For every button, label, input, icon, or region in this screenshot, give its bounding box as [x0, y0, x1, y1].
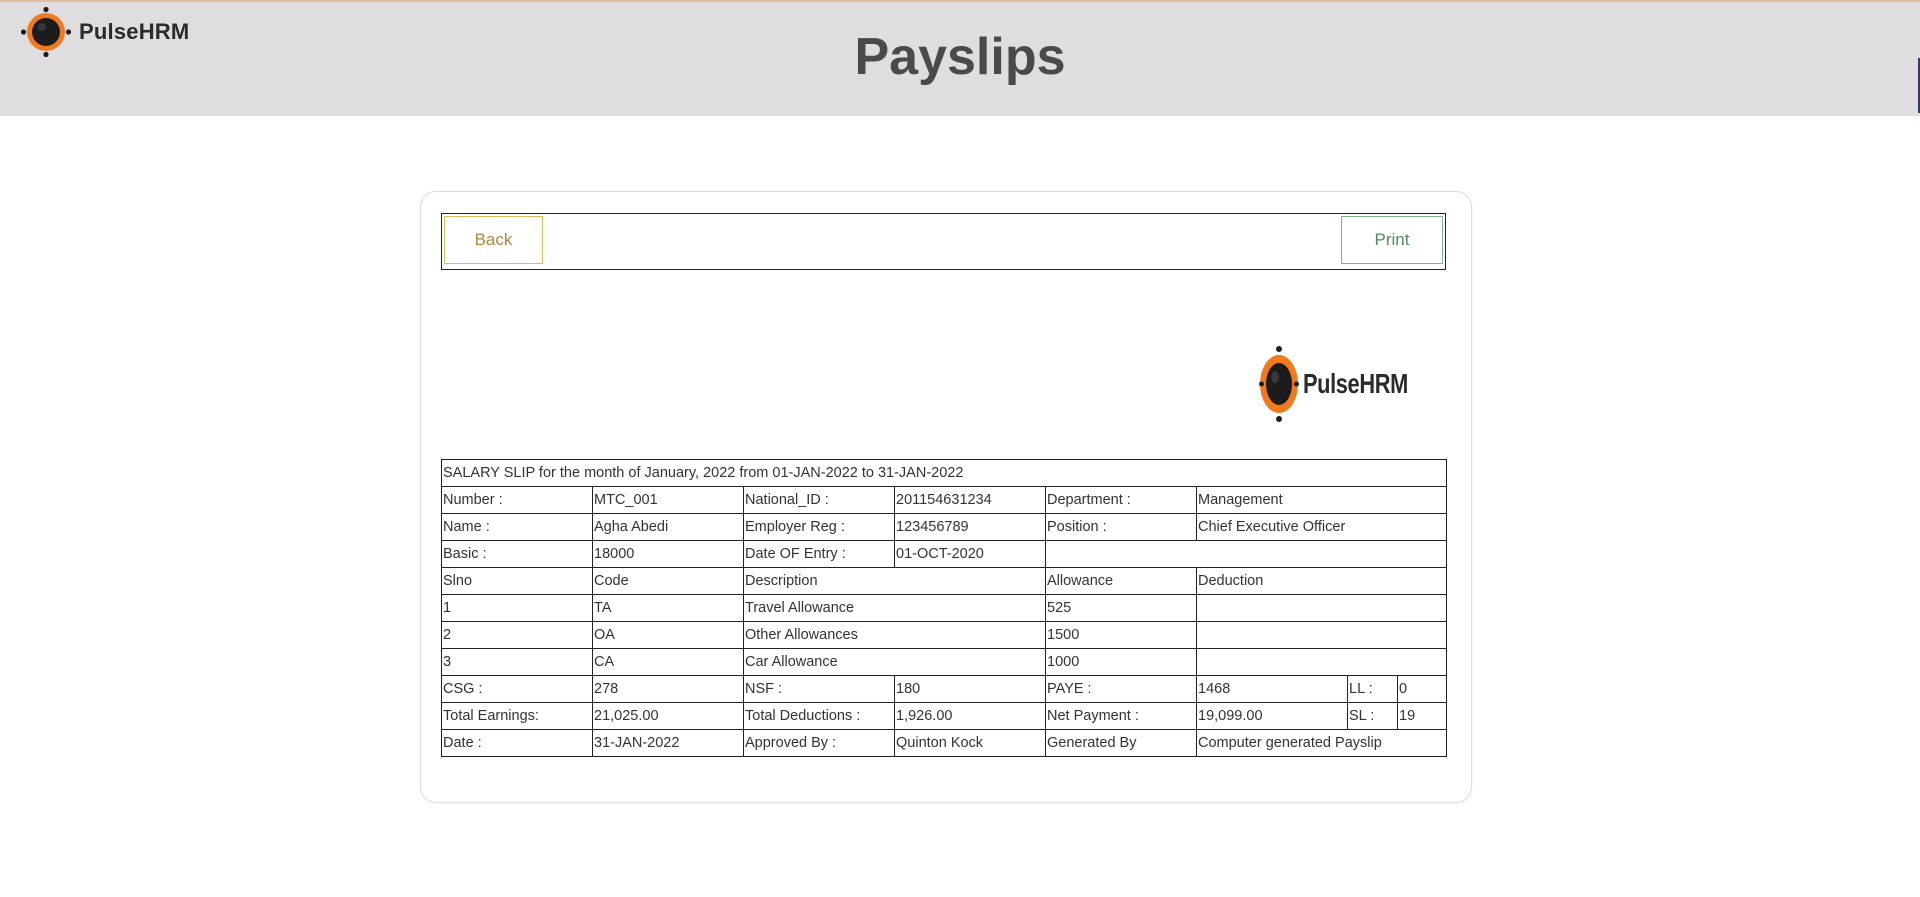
- sl-label: SL :: [1348, 703, 1398, 730]
- column-header-code: Code: [593, 568, 744, 595]
- total-earnings-value: 21,025.00: [593, 703, 744, 730]
- item-slno: 3: [442, 649, 593, 676]
- payslip-logo: [1259, 344, 1437, 424]
- position-value: Chief Executive Officer: [1197, 514, 1447, 541]
- position-label: Position :: [1046, 514, 1197, 541]
- ll-value: 0: [1398, 676, 1447, 703]
- item-slno: 1: [442, 595, 593, 622]
- generated-by-label: Generated By: [1046, 730, 1197, 757]
- column-header-description: Description: [744, 568, 1046, 595]
- item-deduction: [1197, 649, 1447, 676]
- approved-by-label: Approved By :: [744, 730, 895, 757]
- date-label: Date :: [442, 730, 593, 757]
- page-header: [0, 2, 1920, 116]
- table-row: [442, 595, 1447, 622]
- total-earnings-label: Total Earnings:: [442, 703, 593, 730]
- item-description: Other Allowances: [744, 622, 1046, 649]
- employer-reg-label: Employer Reg :: [744, 514, 895, 541]
- net-payment-value: 19,099.00: [1197, 703, 1348, 730]
- print-button[interactable]: Print: [1341, 216, 1443, 264]
- nsf-label: NSF :: [744, 676, 895, 703]
- payslip-logo-text: PulseHRM: [1303, 368, 1408, 399]
- column-header-deduction: Deduction: [1197, 568, 1447, 595]
- name-value: Agha Abedi: [593, 514, 744, 541]
- national-id-value: 201154631234: [895, 487, 1046, 514]
- item-allowance: 525: [1046, 595, 1197, 622]
- paye-value: 1468: [1197, 676, 1348, 703]
- table-row: [442, 703, 1447, 730]
- employer-reg-value: 123456789: [895, 514, 1046, 541]
- national-id-label: National_ID :: [744, 487, 895, 514]
- table-row: [442, 487, 1447, 514]
- pulsehrm-logo-icon: [1259, 344, 1299, 424]
- basic-value: 18000: [593, 541, 744, 568]
- item-deduction: [1197, 595, 1447, 622]
- item-code: TA: [593, 595, 744, 622]
- net-payment-label: Net Payment :: [1046, 703, 1197, 730]
- table-row: [442, 676, 1447, 703]
- items-header-row: [442, 568, 1447, 595]
- back-button[interactable]: Back: [444, 216, 543, 264]
- item-slno: 2: [442, 622, 593, 649]
- date-value: 31-JAN-2022: [593, 730, 744, 757]
- table-row: [442, 730, 1447, 757]
- table-row: [442, 541, 1447, 568]
- table-row: [442, 514, 1447, 541]
- sl-value: 19: [1398, 703, 1447, 730]
- page-title: Payslips: [854, 28, 1066, 86]
- table-row: [442, 649, 1447, 676]
- csg-label: CSG :: [442, 676, 593, 703]
- item-description: Car Allowance: [744, 649, 1046, 676]
- approved-by-value: Quinton Kock: [895, 730, 1046, 757]
- item-code: CA: [593, 649, 744, 676]
- salary-slip-table: [441, 459, 1447, 757]
- column-header-slno: Slno: [442, 568, 593, 595]
- table-row: [442, 622, 1447, 649]
- basic-label: Basic :: [442, 541, 593, 568]
- generated-by-value: Computer generated Payslip: [1197, 730, 1447, 757]
- item-description: Travel Allowance: [744, 595, 1046, 622]
- number-value: MTC_001: [593, 487, 744, 514]
- department-label: Department :: [1046, 487, 1197, 514]
- entry-date-label: Date OF Entry :: [744, 541, 895, 568]
- paye-label: PAYE :: [1046, 676, 1197, 703]
- nsf-value: 180: [895, 676, 1046, 703]
- item-allowance: 1500: [1046, 622, 1197, 649]
- item-allowance: 1000: [1046, 649, 1197, 676]
- empty-cell: [1046, 541, 1447, 568]
- number-label: Number :: [442, 487, 593, 514]
- entry-date-value: 01-OCT-2020: [895, 541, 1046, 568]
- item-code: OA: [593, 622, 744, 649]
- brand-name: PulseHRM: [79, 19, 190, 44]
- column-header-allowance: Allowance: [1046, 568, 1197, 595]
- payslip-toolbar: [441, 213, 1446, 270]
- payslip-card: [420, 191, 1472, 803]
- total-deductions-value: 1,926.00: [895, 703, 1046, 730]
- total-deductions-label: Total Deductions :: [744, 703, 895, 730]
- slip-heading-row: [442, 460, 1447, 487]
- ll-label: LL :: [1348, 676, 1398, 703]
- department-value: Management: [1197, 487, 1447, 514]
- item-deduction: [1197, 622, 1447, 649]
- csg-value: 278: [593, 676, 744, 703]
- slip-heading: SALARY SLIP for the month of January, 2022 from 01-JAN-2022 to 31-JAN-2022: [442, 460, 1447, 487]
- name-label: Name :: [442, 514, 593, 541]
